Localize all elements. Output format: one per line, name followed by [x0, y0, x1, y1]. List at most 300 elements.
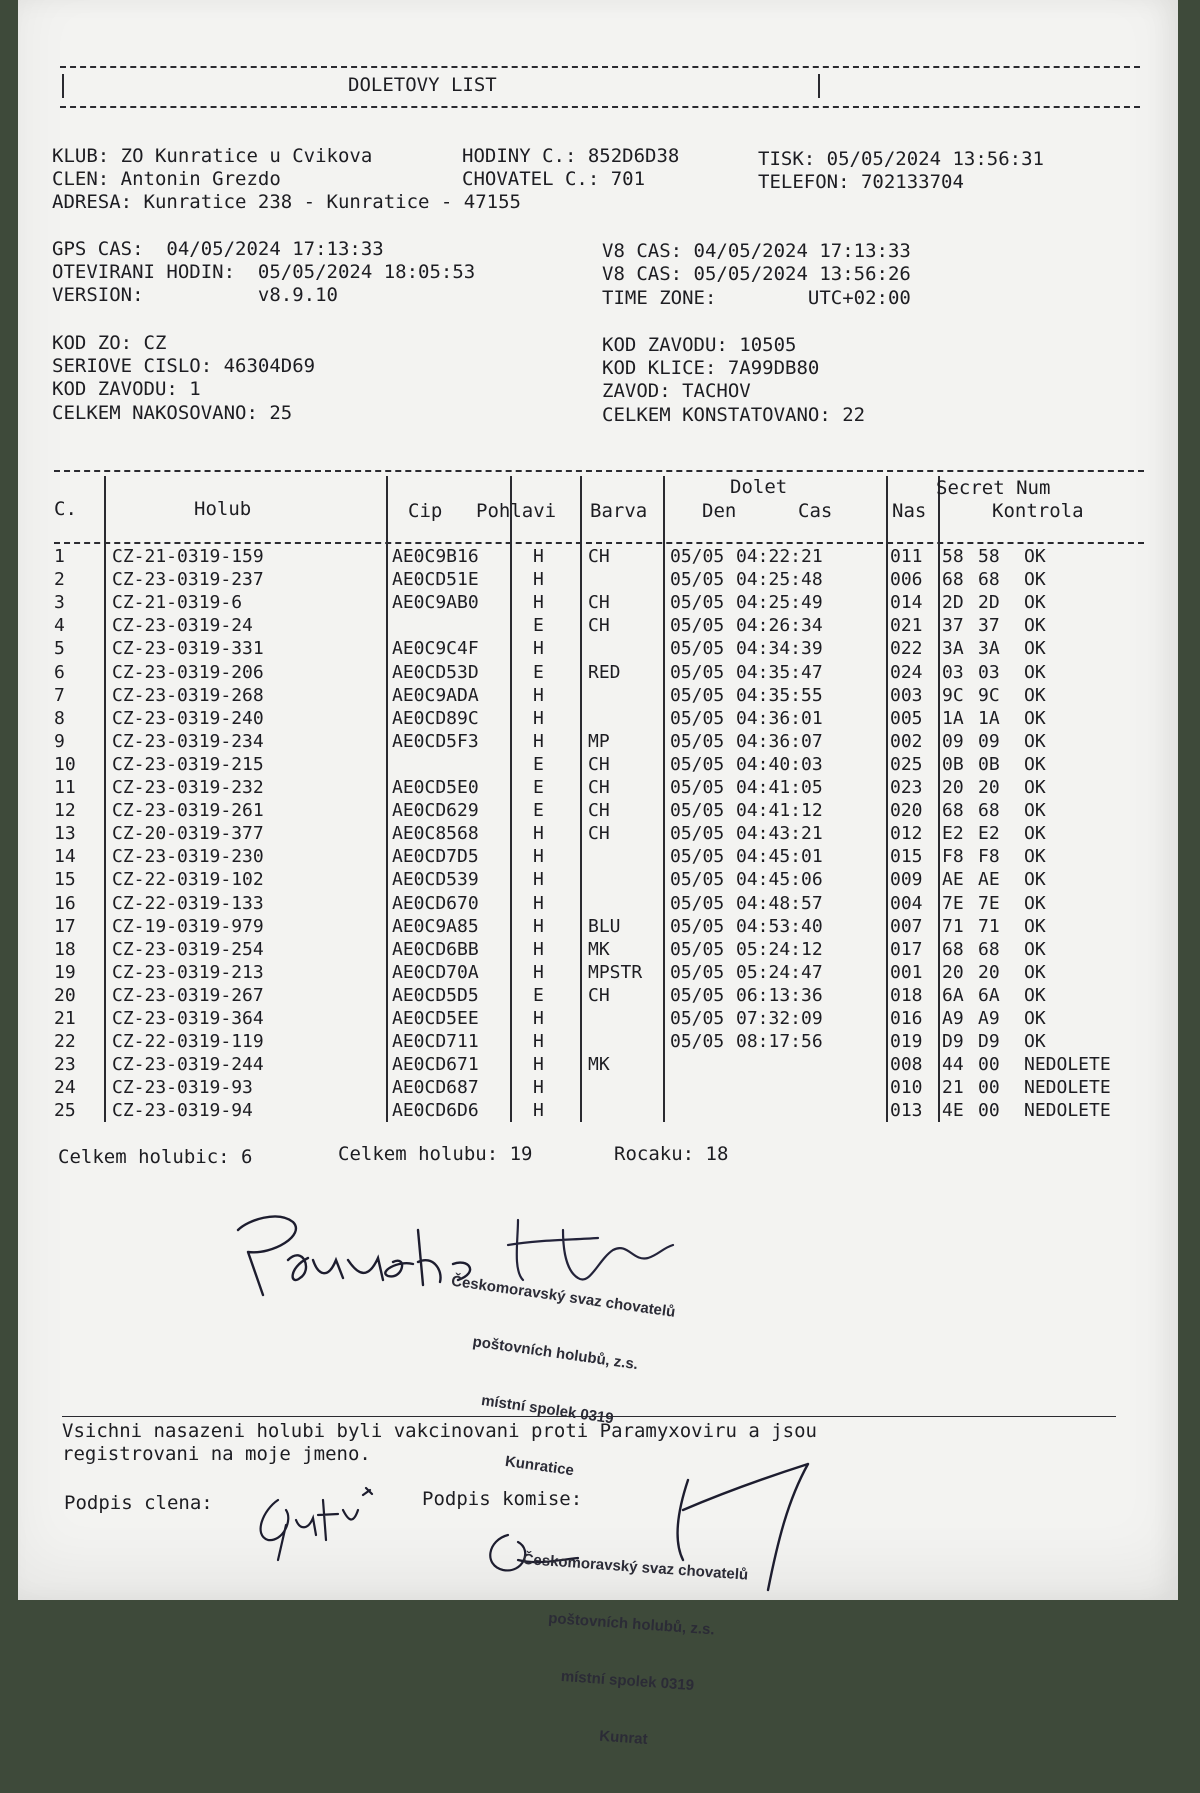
cell-c: 7	[54, 684, 65, 706]
cell-kontrola-code: 68	[978, 800, 1000, 822]
cell-kontrola-code: 6A	[978, 984, 1000, 1006]
cell-nas: 025	[890, 753, 923, 775]
cell-secret: D9	[942, 1031, 964, 1053]
cell-c: 1	[54, 546, 65, 567]
cell-kontrola-status: OK	[1024, 823, 1046, 845]
cell-c: 25	[54, 1100, 76, 1122]
cell-kontrola-code: 00	[978, 1054, 1000, 1076]
cell-secret: 68	[942, 569, 964, 591]
cell-secret: F8	[942, 846, 964, 868]
cell-nas: 020	[890, 800, 923, 822]
cell-kontrola-code: 20	[978, 777, 1000, 798]
cell-pohlavi: H	[533, 707, 544, 729]
cell-barva: CH	[588, 753, 610, 775]
cell-secret: 2D	[942, 592, 964, 614]
cell-holub: CZ-21-0319-6	[112, 592, 243, 614]
table-row	[18, 868, 1158, 891]
cell-cas: 04:41:12	[736, 800, 823, 822]
cell-holub: CZ-23-0319-237	[112, 569, 264, 591]
table-row	[18, 637, 1158, 660]
table-top-rule	[54, 470, 1144, 472]
cell-nas: 023	[890, 777, 923, 798]
cell-c: 24	[54, 1077, 76, 1099]
cell-cip: AE0CD89C	[392, 707, 479, 729]
cell-holub: CZ-19-0319-979	[112, 915, 264, 937]
th-nas: Nas	[892, 500, 927, 522]
cell-cas: 05:24:47	[736, 961, 823, 983]
cell-kontrola-status: OK	[1024, 615, 1046, 637]
cell-kontrola-status: OK	[1024, 753, 1046, 775]
cell-cas: 04:36:07	[736, 730, 823, 752]
cell-kontrola-status: NEDOLETE	[1024, 1100, 1111, 1122]
cell-secret: 21	[942, 1077, 964, 1099]
title-right-bar	[818, 74, 820, 98]
cell-kontrola-code: 2D	[978, 592, 1000, 614]
cell-cip: AE0CD6D6	[392, 1100, 479, 1122]
stamp-line-1: Českomoravský svaz chovatelů	[450, 1272, 677, 1321]
cell-kontrola-status: OK	[1024, 592, 1046, 614]
table-row	[18, 545, 1158, 568]
cell-c: 14	[54, 846, 76, 868]
kod-zavodu-left-field: KOD ZAVODU: 1	[52, 378, 201, 400]
cell-kontrola-code: 68	[978, 938, 1000, 960]
stamp-line-3: místní spolek 0319	[480, 1391, 615, 1428]
cell-nas: 019	[890, 1031, 923, 1053]
cell-nas: 006	[890, 569, 923, 591]
cell-holub: CZ-22-0319-133	[112, 892, 264, 914]
cell-cip: AE0CD629	[392, 800, 479, 822]
cell-den: 05/05	[670, 777, 725, 798]
cell-den: 05/05	[670, 546, 725, 567]
cell-barva: CH	[588, 984, 610, 1006]
title-left-bar	[62, 74, 64, 98]
cell-kontrola-code: 00	[978, 1077, 1000, 1099]
cell-kontrola-status: OK	[1024, 1031, 1046, 1053]
cell-holub: CZ-23-0319-213	[112, 961, 264, 983]
cell-holub: CZ-23-0319-268	[112, 684, 264, 706]
cell-cip: AE0CD687	[392, 1077, 479, 1099]
cell-holub: CZ-23-0319-331	[112, 638, 264, 660]
v8-cas-2-field: V8 CAS: 05/05/2024 13:56:26	[602, 263, 911, 285]
table-row	[18, 591, 1158, 614]
cell-kontrola-code: D9	[978, 1031, 1000, 1053]
cell-cip: AE0CD53D	[392, 661, 479, 683]
th-cas: Cas	[798, 500, 833, 522]
table-row	[18, 661, 1158, 684]
cell-nas: 014	[890, 592, 923, 614]
title-bottom-rule	[60, 106, 1140, 108]
cell-secret: 68	[942, 800, 964, 822]
cell-den: 05/05	[670, 846, 725, 868]
cell-den: 05/05	[670, 638, 725, 660]
telefon-field: TELEFON: 702133704	[758, 171, 964, 193]
cell-den: 05/05	[670, 984, 725, 1006]
zavod-field: ZAVOD: TACHOV	[602, 380, 751, 402]
cell-kontrola-code: 0B	[978, 753, 1000, 775]
v8-cas-1-field: V8 CAS: 04/05/2024 17:13:33	[602, 240, 911, 262]
cell-pohlavi: H	[533, 869, 544, 891]
cell-cip: AE0C9A85	[392, 915, 479, 937]
cell-secret: 0B	[942, 753, 964, 775]
cell-holub: CZ-23-0319-94	[112, 1100, 253, 1122]
cell-secret: E2	[942, 823, 964, 845]
otevirani-field: OTEVIRANI HODIN: 05/05/2024 18:05:53	[52, 261, 476, 283]
cell-c: 16	[54, 892, 76, 914]
stamp2-line-1: Českomoravský svaz chovatelů	[522, 1550, 749, 1584]
cell-kontrola-code: AE	[978, 869, 1000, 891]
cell-barva: MPSTR	[588, 961, 643, 983]
cell-c: 8	[54, 707, 65, 729]
cell-holub: CZ-23-0319-364	[112, 1008, 264, 1029]
time-zone-field: TIME ZONE: UTC+02:00	[602, 287, 911, 309]
klub-field: KLUB: ZO Kunratice u Cvikova	[52, 145, 373, 167]
th-kontrola: Kontrola	[992, 500, 1084, 522]
cell-cas: 08:17:56	[736, 1031, 823, 1053]
cell-kontrola-status: OK	[1024, 684, 1046, 706]
cell-barva: CH	[588, 592, 610, 614]
cell-cas: 04:26:34	[736, 615, 823, 637]
cell-secret: 6A	[942, 984, 964, 1006]
cell-cas: 04:45:01	[736, 846, 823, 868]
table-row	[18, 1076, 1158, 1099]
th-secret-num: Secret Num	[936, 477, 1051, 499]
cell-nas: 007	[890, 915, 923, 937]
cell-kontrola-code: F8	[978, 846, 1000, 868]
total-holubu: Celkem holubu: 19	[338, 1143, 533, 1165]
cell-nas: 015	[890, 846, 923, 868]
chovatel-field: CHOVATEL C.: 701	[462, 168, 646, 190]
cell-den: 05/05	[670, 1031, 725, 1053]
cell-kontrola-status: OK	[1024, 730, 1046, 752]
cell-nas: 013	[890, 1100, 923, 1122]
table-row	[18, 776, 1158, 799]
cell-pohlavi: H	[533, 1054, 544, 1076]
cell-cas: 04:36:01	[736, 707, 823, 729]
cell-nas: 022	[890, 638, 923, 660]
cell-kontrola-code: 1A	[978, 707, 1000, 729]
cell-c: 3	[54, 592, 65, 614]
cell-kontrola-status: OK	[1024, 569, 1046, 591]
cell-pohlavi: H	[533, 823, 544, 845]
adresa-field: ADRESA: Kunratice 238 - Kunratice - 47155	[52, 191, 521, 213]
cell-pohlavi: E	[533, 984, 544, 1006]
cell-barva: RED	[588, 661, 621, 683]
table-row	[18, 614, 1158, 637]
cell-den: 05/05	[670, 892, 725, 914]
cell-barva: CH	[588, 777, 610, 798]
podpis-clena-label: Podpis clena:	[64, 1492, 213, 1514]
stamp2-line-3: místní spolek 0319	[560, 1667, 695, 1695]
cell-den: 05/05	[670, 823, 725, 845]
member-signature	[238, 1480, 398, 1570]
cell-pohlavi: E	[533, 753, 544, 775]
cell-den: 05/05	[670, 869, 725, 891]
cell-cas: 04:41:05	[736, 777, 823, 798]
version-field: VERSION: v8.9.10	[52, 284, 338, 306]
declaration-line-2: registrovani na moje jmeno.	[62, 1443, 371, 1465]
th-holub: Holub	[194, 498, 252, 520]
cell-cip: AE0CD5EE	[392, 1008, 479, 1029]
cell-pohlavi: H	[533, 569, 544, 591]
cell-kontrola-code: 37	[978, 615, 1000, 637]
cell-secret: 68	[942, 938, 964, 960]
table-row	[18, 822, 1158, 845]
table-row	[18, 915, 1158, 938]
cell-den: 05/05	[670, 961, 725, 983]
cell-holub: CZ-20-0319-377	[112, 823, 264, 845]
cell-barva: CH	[588, 615, 610, 637]
cell-nas: 005	[890, 707, 923, 729]
cell-barva: BLU	[588, 915, 621, 937]
cell-den: 05/05	[670, 915, 725, 937]
cell-secret: 71	[942, 915, 964, 937]
cell-den: 05/05	[670, 800, 725, 822]
cell-kontrola-status: OK	[1024, 892, 1046, 914]
cell-cip: AE0C9B16	[392, 546, 479, 567]
clen-field: CLEN: Antonin Grezdo	[52, 168, 281, 190]
title-top-rule	[60, 66, 1140, 68]
cell-holub: CZ-23-0319-234	[112, 730, 264, 752]
cell-cip: AE0CD5E0	[392, 777, 479, 798]
cell-den: 05/05	[670, 1008, 725, 1029]
cell-c: 5	[54, 638, 65, 660]
cell-nas: 002	[890, 730, 923, 752]
table-row	[18, 961, 1158, 984]
cell-kontrola-code: A9	[978, 1008, 1000, 1029]
cell-c: 4	[54, 615, 65, 637]
cell-secret: 7E	[942, 892, 964, 914]
cell-pohlavi: H	[533, 1008, 544, 1029]
cell-c: 11	[54, 777, 76, 798]
cell-secret: A9	[942, 1008, 964, 1029]
cell-pohlavi: H	[533, 684, 544, 706]
cell-nas: 009	[890, 869, 923, 891]
cell-pohlavi: H	[533, 546, 544, 567]
cell-pohlavi: E	[533, 800, 544, 822]
cell-c: 15	[54, 869, 76, 891]
cell-cas: 04:22:21	[736, 546, 823, 567]
cell-holub: CZ-23-0319-232	[112, 777, 264, 798]
doletovy-list-sheet	[18, 0, 1178, 1749]
declaration-rule	[62, 1416, 1116, 1417]
cell-cip: AE0C9AB0	[392, 592, 479, 614]
cell-holub: CZ-23-0319-254	[112, 938, 264, 960]
cell-kontrola-code: 68	[978, 569, 1000, 591]
table-row	[18, 938, 1158, 961]
cell-kontrola-status: OK	[1024, 961, 1046, 983]
cell-den: 05/05	[670, 753, 725, 775]
cell-barva: CH	[588, 546, 610, 567]
cell-barva: CH	[588, 823, 610, 845]
cell-nas: 001	[890, 961, 923, 983]
th-pohlavi: Pohlavi	[476, 500, 557, 522]
cell-holub: CZ-23-0319-244	[112, 1054, 264, 1076]
cell-kontrola-status: OK	[1024, 938, 1046, 960]
cell-pohlavi: H	[533, 915, 544, 937]
cell-nas: 012	[890, 823, 923, 845]
cell-nas: 008	[890, 1054, 923, 1076]
cell-c: 19	[54, 961, 76, 983]
cell-c: 12	[54, 800, 76, 822]
cell-nas: 003	[890, 684, 923, 706]
cell-cip: AE0C8568	[392, 823, 479, 845]
stamp2-line-4: Kunrat	[598, 1727, 649, 1749]
cell-cas: 07:32:09	[736, 1008, 823, 1029]
cell-nas: 004	[890, 892, 923, 914]
th-den: Den	[702, 500, 737, 522]
cell-den: 05/05	[670, 615, 725, 637]
cell-cas: 04:35:47	[736, 661, 823, 683]
cell-den: 05/05	[670, 684, 725, 706]
cell-secret: 1A	[942, 707, 964, 729]
cell-c: 9	[54, 730, 65, 752]
podpis-komise-label: Podpis komise:	[422, 1488, 583, 1510]
cell-secret: 58	[942, 546, 964, 567]
cell-kontrola-status: OK	[1024, 777, 1046, 798]
cell-pohlavi: H	[533, 592, 544, 614]
cell-pohlavi: E	[533, 615, 544, 637]
table-row	[18, 1030, 1158, 1053]
cell-secret: 3A	[942, 638, 964, 660]
cell-holub: CZ-23-0319-230	[112, 846, 264, 868]
cell-barva: MP	[588, 730, 610, 752]
table-header-rule	[54, 542, 1144, 544]
cell-c: 10	[54, 753, 76, 775]
cell-barva: MK	[588, 1054, 610, 1076]
kod-zavodu-right-field: KOD ZAVODU: 10505	[602, 334, 797, 356]
cell-kontrola-status: OK	[1024, 869, 1046, 891]
cell-pohlavi: H	[533, 638, 544, 660]
table-row	[18, 730, 1158, 753]
cell-pohlavi: H	[533, 1031, 544, 1053]
cell-cas: 04:45:06	[736, 869, 823, 891]
cell-den: 05/05	[670, 730, 725, 752]
cell-cas: 06:13:36	[736, 984, 823, 1006]
nakosovano-field: CELKEM NAKOSOVANO: 25	[52, 402, 293, 424]
cell-cip: AE0CD5D5	[392, 984, 479, 1006]
cell-cip: AE0CD539	[392, 869, 479, 891]
table-row	[18, 845, 1158, 868]
cell-secret: 20	[942, 961, 964, 983]
cell-kontrola-status: OK	[1024, 638, 1046, 660]
cell-kontrola-code: 9C	[978, 684, 1000, 706]
cell-nas: 016	[890, 1008, 923, 1029]
cell-nas: 024	[890, 661, 923, 683]
cell-cas: 04:34:39	[736, 638, 823, 660]
cell-holub: CZ-22-0319-119	[112, 1031, 264, 1053]
cell-cip: AE0CD70A	[392, 961, 479, 983]
cell-cip: AE0CD51E	[392, 569, 479, 591]
cell-nas: 010	[890, 1077, 923, 1099]
cell-cas: 05:24:12	[736, 938, 823, 960]
cell-den: 05/05	[670, 661, 725, 683]
table-row	[18, 707, 1158, 730]
cell-kontrola-code: 3A	[978, 638, 1000, 660]
cell-holub: CZ-23-0319-93	[112, 1077, 253, 1099]
cell-holub: CZ-23-0319-206	[112, 661, 264, 683]
cell-c: 17	[54, 915, 76, 937]
cell-cip: AE0CD671	[392, 1054, 479, 1076]
cell-nas: 011	[890, 546, 923, 567]
cell-cas: 04:48:57	[736, 892, 823, 914]
stamp-line-2: poštovních holubů, z.s.	[471, 1333, 640, 1374]
total-holubic: Celkem holubic: 6	[58, 1146, 253, 1168]
cell-secret: 4E	[942, 1100, 964, 1122]
table-row	[18, 568, 1158, 591]
table-row	[18, 684, 1158, 707]
cell-secret: 20	[942, 777, 964, 798]
cell-c: 20	[54, 984, 76, 1006]
cell-kontrola-code: 7E	[978, 892, 1000, 914]
table-row	[18, 984, 1158, 1007]
cell-den: 05/05	[670, 592, 725, 614]
cell-secret: 03	[942, 661, 964, 683]
cell-holub: CZ-21-0319-159	[112, 546, 264, 567]
cell-holub: CZ-23-0319-240	[112, 707, 264, 729]
th-c: C.	[54, 498, 77, 520]
stamp2-line-2: poštovních holubů, z.s.	[547, 1609, 716, 1639]
cell-pohlavi: H	[533, 1077, 544, 1099]
cell-c: 13	[54, 823, 76, 845]
cell-secret: AE	[942, 869, 964, 891]
cell-den: 05/05	[670, 569, 725, 591]
gps-cas-field: GPS CAS: 04/05/2024 17:13:33	[52, 238, 384, 260]
total-rocaku: Rocaku: 18	[614, 1143, 729, 1165]
cell-c: 2	[54, 569, 65, 591]
cell-kontrola-code: E2	[978, 823, 1000, 845]
cell-pohlavi: E	[533, 777, 544, 798]
cell-holub: CZ-23-0319-261	[112, 800, 264, 822]
cell-holub: CZ-23-0319-267	[112, 984, 264, 1006]
kod-klice-field: KOD KLICE: 7A99DB80	[602, 357, 820, 379]
cell-kontrola-status: OK	[1024, 984, 1046, 1006]
kod-zo-field: KOD ZO: CZ	[52, 332, 167, 354]
cell-cas: 04:40:03	[736, 753, 823, 775]
cell-cip: AE0C9C4F	[392, 638, 479, 660]
table-row	[18, 799, 1158, 822]
cell-barva: CH	[588, 800, 610, 822]
cell-den: 05/05	[670, 707, 725, 729]
cell-kontrola-code: 09	[978, 730, 1000, 752]
cell-cip: AE0CD6BB	[392, 938, 479, 960]
cell-kontrola-status: OK	[1024, 800, 1046, 822]
club-stamp-bottom	[507, 1512, 751, 1793]
cell-cas: 04:43:21	[736, 823, 823, 845]
hodiny-field: HODINY C.: 852D6D38	[462, 145, 680, 167]
table-row	[18, 753, 1158, 776]
cell-kontrola-code: 03	[978, 661, 1000, 683]
cell-pohlavi: H	[533, 1100, 544, 1122]
table-row	[18, 892, 1158, 915]
document-title: DOLETOVY LIST	[348, 74, 497, 96]
cell-kontrola-status: OK	[1024, 846, 1046, 868]
cell-cip: AE0CD7D5	[392, 846, 479, 868]
seriove-cislo-field: SERIOVE CISLO: 46304D69	[52, 355, 316, 377]
cell-kontrola-code: 20	[978, 961, 1000, 983]
cell-c: 6	[54, 661, 65, 683]
konstatovano-field: CELKEM KONSTATOVANO: 22	[602, 404, 866, 426]
cell-holub: CZ-23-0319-215	[112, 753, 264, 775]
cell-kontrola-code: 58	[978, 546, 1000, 567]
stamp-line-4: Kunratice	[504, 1452, 575, 1480]
cell-c: 23	[54, 1054, 76, 1076]
cell-nas: 017	[890, 938, 923, 960]
cell-kontrola-status: OK	[1024, 661, 1046, 683]
cell-cas: 04:35:55	[736, 684, 823, 706]
cell-kontrola-status: OK	[1024, 1008, 1046, 1029]
cell-secret: 37	[942, 615, 964, 637]
cell-kontrola-status: NEDOLETE	[1024, 1054, 1111, 1076]
